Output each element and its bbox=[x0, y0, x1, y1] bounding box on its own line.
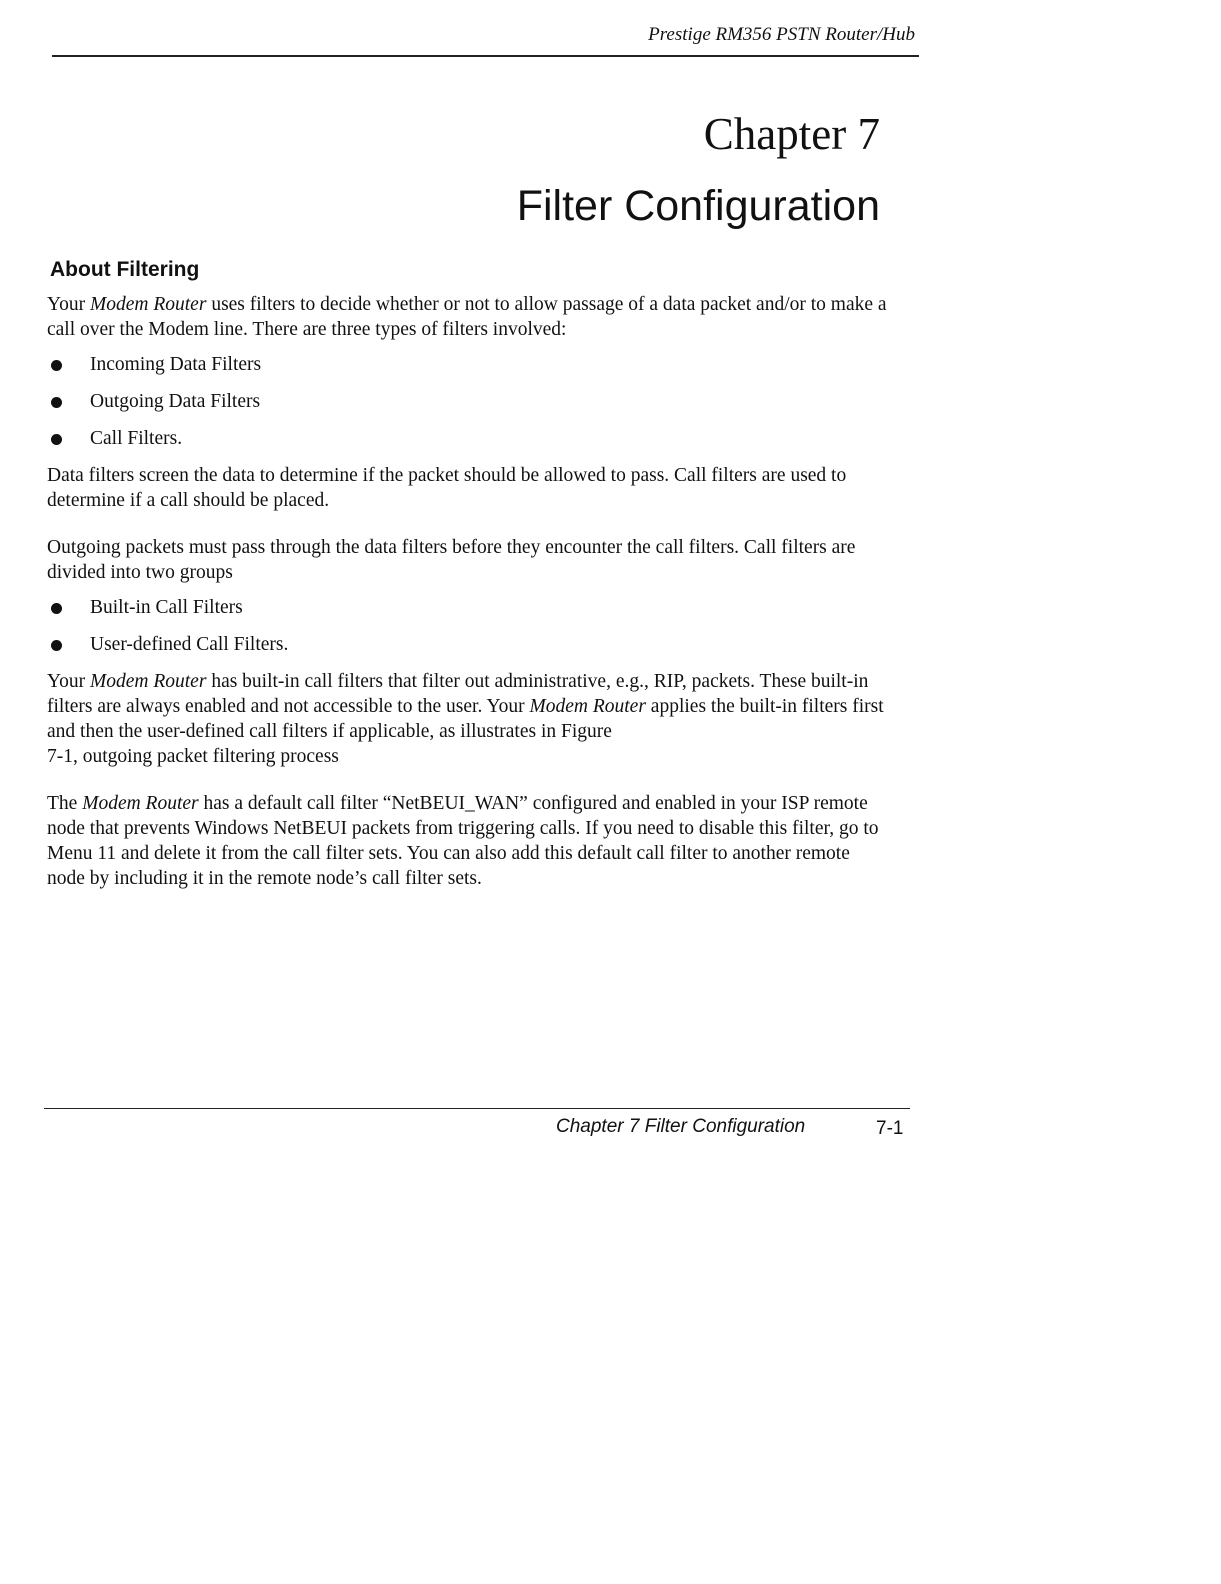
header-divider bbox=[52, 55, 919, 57]
paragraph-data-filters: Data filters screen the data to determine if the packet should be allowed to pass. Call filters are used to determine if a call should be placed. bbox=[47, 465, 847, 511]
running-header: Prestige RM356 PSTN Router/Hub bbox=[648, 24, 915, 45]
bullet-icon bbox=[51, 434, 62, 445]
product-name: Modem Router bbox=[90, 671, 207, 692]
chapter-title: Filter Configuration bbox=[516, 182, 880, 230]
list-item-text: Built-in Call Filters bbox=[90, 597, 243, 618]
list-item-text: User-defined Call Filters. bbox=[90, 634, 289, 655]
product-name: Modem Router bbox=[90, 294, 207, 315]
paragraph-built-in-filters bbox=[47, 669, 887, 769]
product-name: Modem Router bbox=[82, 793, 199, 814]
paragraph-outgoing-packets: Outgoing packets must pass through the data filters before they encounter the call filters. Call filters are divided into two groups bbox=[47, 537, 856, 583]
page-number: 7-1 bbox=[876, 1118, 904, 1139]
paragraph-text: Your bbox=[47, 671, 90, 692]
bullet-icon bbox=[51, 603, 62, 614]
paragraph-text: Your bbox=[47, 294, 90, 315]
bullet-icon bbox=[51, 640, 62, 651]
paragraph-text: has built-in call filters that filter out administrative, e.g., RIP, packets. These built-in filters are always enabled and not accessible to the user. Your bbox=[47, 671, 869, 717]
filter-types-list bbox=[47, 352, 887, 451]
paragraph-text: uses filters to decide whether or not to allow passage of a data packet and/or to make a call over the Modem line. There are three types of filters involved: bbox=[47, 294, 887, 340]
footer-divider bbox=[44, 1108, 910, 1109]
section-heading: About Filtering bbox=[50, 258, 200, 281]
paragraph-intro bbox=[47, 292, 887, 342]
chapter-number: Chapter 7 bbox=[703, 109, 880, 159]
list-item-text: Outgoing Data Filters bbox=[90, 391, 261, 412]
list-item bbox=[47, 389, 887, 414]
list-item-text: Call Filters. bbox=[90, 428, 183, 449]
call-filter-groups-list bbox=[47, 595, 887, 657]
list-item-text: Incoming Data Filters bbox=[90, 354, 262, 375]
page-body bbox=[47, 292, 887, 901]
paragraph-text: applies the built-in filters first and then the user-defined call filters if applicable, as illustrates in Figure bbox=[47, 696, 884, 742]
list-item bbox=[47, 632, 887, 657]
paragraph-text: has a default call filter “NetBEUI_WAN” configured and enabled in your ISP remote node that prevents Windows NetBEUI packets from triggering calls. If you need to disable this filter, go to Menu 11 and delete it from the call filter sets. You can also add this default call filter to another remote node by including it in the remote node’s call filter sets. bbox=[47, 793, 879, 889]
product-name: Modem Router bbox=[529, 696, 646, 717]
figure-reference: 7-1, outgoing packet filtering process bbox=[47, 746, 339, 767]
paragraph-netbeui bbox=[47, 791, 887, 891]
list-item bbox=[47, 426, 887, 451]
bullet-icon bbox=[51, 397, 62, 408]
paragraph-text: The bbox=[47, 793, 83, 814]
bullet-icon bbox=[51, 360, 62, 371]
list-item bbox=[47, 595, 887, 620]
footer-chapter-title: Chapter 7 Filter Configuration bbox=[556, 1116, 806, 1137]
list-item bbox=[47, 352, 887, 377]
